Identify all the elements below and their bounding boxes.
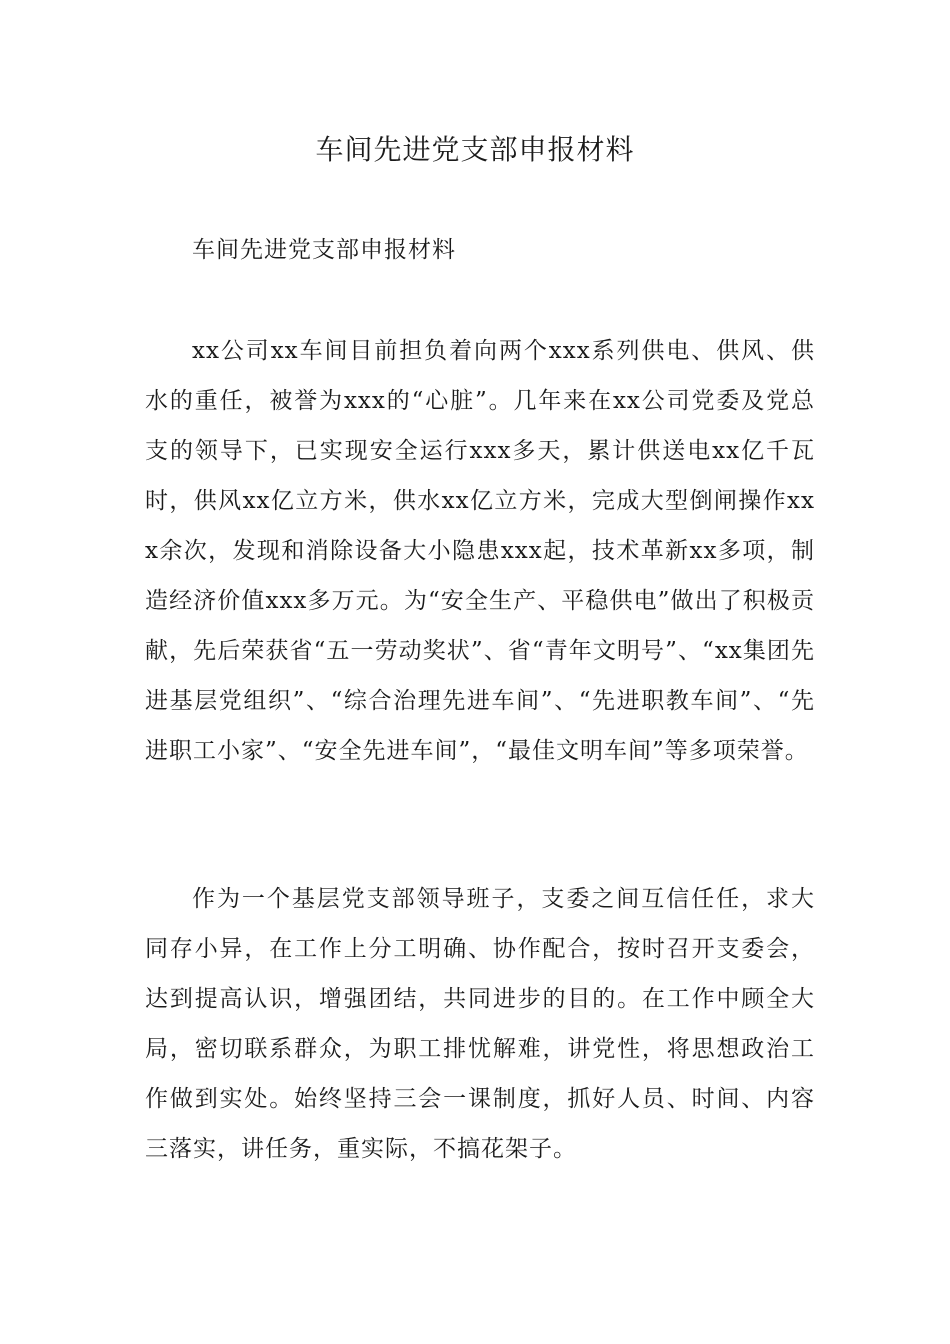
document-subtitle: 车间先进党支部申报材料 [192,237,456,263]
body-paragraph-1: xx公司xx车间目前担负着向两个xxx系列供电、供风、供水的重任，被誉为xxx的“心脏”。几年来在xx公司党委及党总支的领导下，已实现安全运行xxx多天，累计供送电xx亿千瓦时，供风xx亿立方米，供水xx亿立方米，完成大型倒闸操作xxx余次，发现和消除设备大小隐患xxx起，技术革新xx多项，制造经济价值xxx多万元。为“安全生产、平稳供电”做出了积极贡献，先后荣获省“五一劳动奖状”、省“青年文明号”、“xx集团先进基层党组织”、“综合治理先进车间”、“先进职教车间”、“先进职工小家”、“安全先进车间”，“最佳文明车间”等多项荣誉。 [145,338,815,764]
body-paragraph-2: 作为一个基层党支部领导班子，支委之间互信任任，求大同存小异，在工作上分工明确、协作配合，按时召开支委会，达到提高认识，增强团结，共同进步的目的。在工作中顾全大局，密切联系群众，为职工排忧解难，讲党性，将思想政治工作做到实处。始终坚持三会一课制度，抓好人员、时间、内容三落实，讲任务，重实际，不搞花架子。 [145,886,815,1162]
document-title: 车间先进党支部申报材料 [315,133,635,166]
